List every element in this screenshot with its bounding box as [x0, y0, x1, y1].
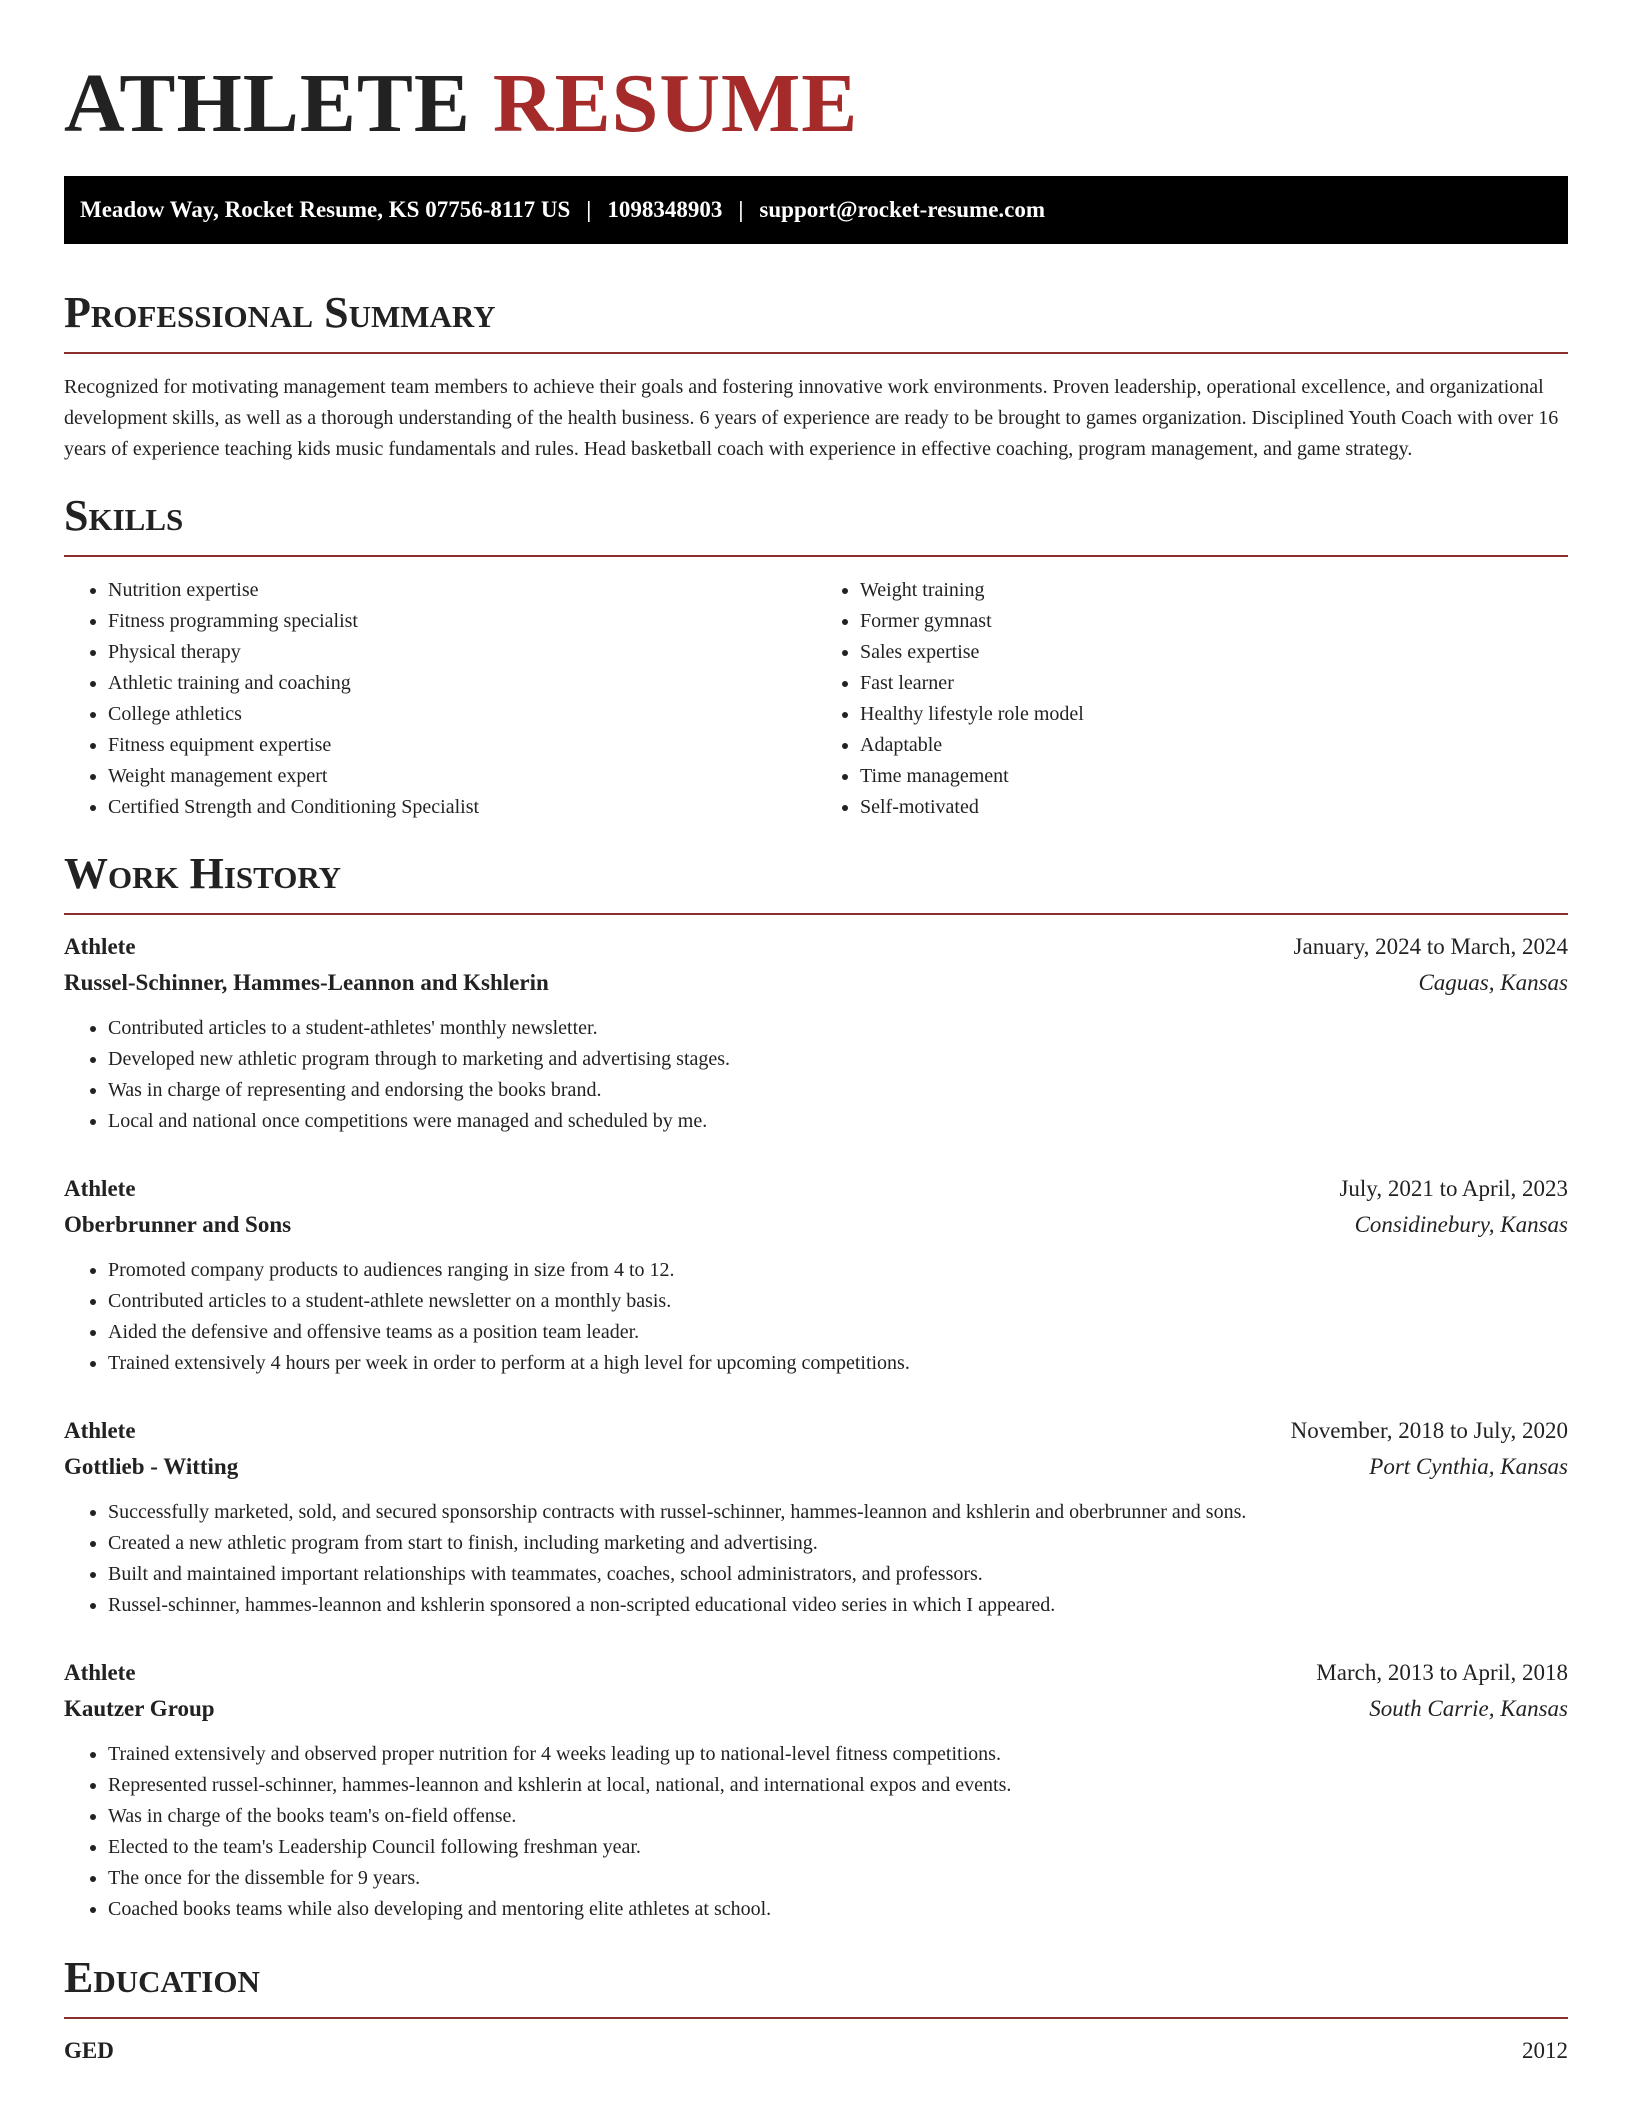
job-bullet: • Elected to the team's Leadership Council following freshman year.	[108, 1832, 1568, 1863]
job-bullet: • Russel-schinner, hammes-leannon and kshlerin sponsored a non-scripted educational video series in which I appeared.	[108, 1590, 1568, 1621]
section-divider	[64, 2017, 1568, 2019]
job-location: Port Cynthia, Kansas	[1369, 1454, 1568, 1479]
job-bullets	[64, 1497, 1568, 1621]
job-subheader	[64, 1449, 1568, 1485]
job-entry	[64, 929, 1568, 1137]
section-divider	[64, 913, 1568, 915]
job-entry	[64, 1171, 1568, 1379]
job-bullet: • The once for the dissemble for 9 years.	[108, 1863, 1568, 1894]
skills-list-left	[64, 575, 816, 823]
education-year: 2012	[1522, 2038, 1568, 2063]
job-bullet: • Trained extensively and observed proper nutrition for 4 weeks leading up to national-level fitness competitions.	[108, 1739, 1568, 1770]
job-header	[64, 1655, 1568, 1691]
job-bullet: • Was in charge of the books team's on-field offense.	[108, 1801, 1568, 1832]
job-subheader	[64, 1207, 1568, 1243]
job-dates: March, 2013 to April, 2018	[1316, 1660, 1568, 1685]
job-bullet: • Promoted company products to audiences ranging in size from 4 to 12.	[108, 1255, 1568, 1286]
section-divider	[64, 555, 1568, 557]
job-location: Caguas, Kansas	[1418, 970, 1568, 995]
contact-separator: |	[586, 197, 592, 222]
section-divider	[64, 352, 1568, 354]
job-header	[64, 1413, 1568, 1449]
skills-heading: Skills	[64, 491, 184, 540]
job-bullet: • Was in charge of representing and endorsing the books brand.	[108, 1075, 1568, 1106]
work-heading: Work History	[64, 849, 342, 898]
job-header	[64, 929, 1568, 965]
skill-item: • Athletic training and coaching	[108, 668, 816, 699]
skill-item: • Fitness equipment expertise	[108, 730, 816, 761]
job-company: Oberbrunner and Sons	[64, 1212, 292, 1237]
skills-list-right	[816, 575, 1568, 823]
job-company: Russel-Schinner, Hammes-Leannon and Kshlerin	[64, 970, 549, 995]
skills-columns	[64, 575, 1568, 823]
job-bullet: • Successfully marketed, sold, and secured sponsorship contracts with russel-schinner, hammes-leannon and kshlerin and oberbrunner and sons.	[108, 1497, 1568, 1528]
education-heading: Education	[64, 1953, 260, 2002]
job-subheader	[64, 1691, 1568, 1727]
job-company: Kautzer Group	[64, 1696, 215, 1721]
job-header	[64, 1171, 1568, 1207]
job-location: South Carrie, Kansas	[1369, 1696, 1568, 1721]
job-title: Athlete	[64, 1176, 136, 1201]
job-dates: July, 2021 to April, 2023	[1339, 1176, 1568, 1201]
job-bullet: • Aided the defensive and offensive teams as a position team leader.	[108, 1317, 1568, 1348]
contact-email: support@rocket-resume.com	[759, 197, 1046, 222]
job-bullets	[64, 1255, 1568, 1379]
summary-section	[64, 286, 1568, 465]
job-bullet: • Developed new athletic program through to marketing and advertising stages.	[108, 1044, 1568, 1075]
job-bullet: • Contributed articles to a student-athlete newsletter on a monthly basis.	[108, 1286, 1568, 1317]
job-subheader	[64, 965, 1568, 1001]
contact-bar	[64, 176, 1568, 244]
work-section	[64, 847, 1568, 1925]
skill-item: • Former gymnast	[860, 606, 1568, 637]
job-bullet: • Local and national once competitions were managed and scheduled by me.	[108, 1106, 1568, 1137]
skill-item: • Fast learner	[860, 668, 1568, 699]
skill-item: • Self-motivated	[860, 792, 1568, 823]
skill-item: • Certified Strength and Conditioning Specialist	[108, 792, 816, 823]
contact-address: Meadow Way, Rocket Resume, KS 07756-8117 US	[80, 197, 571, 222]
job-dates: January, 2024 to March, 2024	[1293, 934, 1568, 959]
title-accent: RESUME	[492, 57, 859, 150]
skill-item: • Fitness programming specialist	[108, 606, 816, 637]
job-title: Athlete	[64, 1660, 136, 1685]
job-company: Gottlieb - Witting	[64, 1454, 239, 1479]
job-bullet: • Contributed articles to a student-athletes' monthly newsletter.	[108, 1013, 1568, 1044]
summary-text: Recognized for motivating management team members to achieve their goals and fostering innovative work environments. Proven leadership, operational excellence, and organizational development skills, as well as a thorough understanding of the health business. 6 years of experience are ready to be brought to games organization. Disciplined Youth Coach with over 16 years of experience teaching kids music fundamentals and rules. Head basketball coach with experience in effective coaching, program management, and game strategy.	[64, 376, 1559, 460]
job-title: Athlete	[64, 934, 136, 959]
skill-item: • Nutrition expertise	[108, 575, 816, 606]
summary-heading: Professional Summary	[64, 288, 496, 337]
job-title: Athlete	[64, 1418, 136, 1443]
skill-item: • Weight management expert	[108, 761, 816, 792]
skill-item: • College athletics	[108, 699, 816, 730]
job-bullet: • Represented russel-schinner, hammes-leannon and kshlerin at local, national, and international expos and events.	[108, 1770, 1568, 1801]
resume-title	[64, 0, 1568, 152]
skill-item: • Time management	[860, 761, 1568, 792]
job-bullets	[64, 1013, 1568, 1137]
job-dates: November, 2018 to July, 2020	[1290, 1418, 1568, 1443]
skill-item: • Physical therapy	[108, 637, 816, 668]
contact-separator: |	[738, 197, 744, 222]
skill-item: • Weight training	[860, 575, 1568, 606]
job-entry	[64, 1413, 1568, 1621]
job-bullet: • Coached books teams while also developing and mentoring elite athletes at school.	[108, 1894, 1568, 1925]
education-degree: GED	[64, 2038, 114, 2063]
education-entry	[64, 2033, 1568, 2069]
education-section	[64, 1951, 1568, 2069]
job-entry	[64, 1655, 1568, 1925]
skill-item: • Adaptable	[860, 730, 1568, 761]
contact-phone: 1098348903	[607, 197, 723, 222]
job-bullet: • Trained extensively 4 hours per week in order to perform at a high level for upcoming competitions.	[108, 1348, 1568, 1379]
skills-section	[64, 489, 1568, 823]
job-bullets	[64, 1739, 1568, 1925]
skill-item: • Sales expertise	[860, 637, 1568, 668]
job-bullet: • Created a new athletic program from start to finish, including marketing and advertising.	[108, 1528, 1568, 1559]
job-location: Considinebury, Kansas	[1354, 1212, 1568, 1237]
title-main: ATHLETE	[64, 57, 471, 150]
skill-item: • Healthy lifestyle role model	[860, 699, 1568, 730]
job-bullet: • Built and maintained important relationships with teammates, coaches, school administrators, and professors.	[108, 1559, 1568, 1590]
